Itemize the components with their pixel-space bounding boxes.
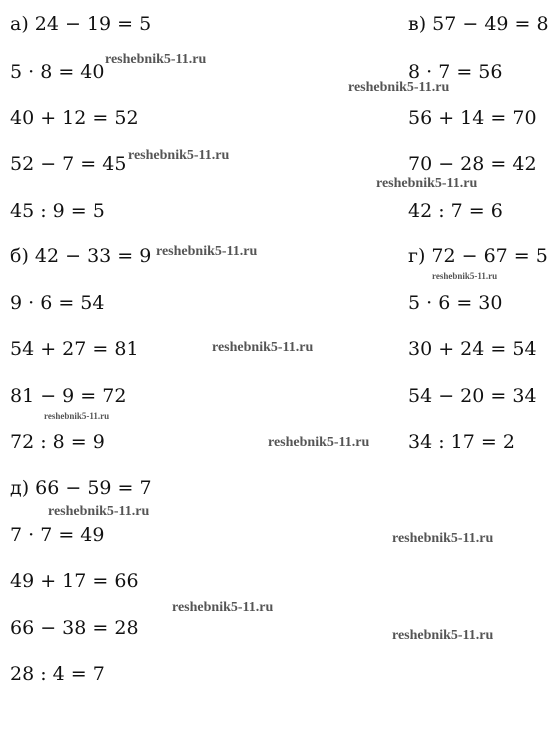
block-v-line-5: 42 : 7 = 6 [408,200,503,222]
block-d-line-5: 28 : 4 = 7 [10,663,105,685]
watermark: reshebnik5-11.ru [376,176,478,191]
watermark: reshebnik5-11.ru [348,80,450,95]
watermark: reshebnik5-11.ru [212,340,314,355]
watermark: reshebnik5-11.ru [392,531,494,546]
block-a-line-3: 40 + 12 = 52 [10,107,139,129]
block-b-line-5: 72 : 8 = 9 [10,431,105,453]
watermark: reshebnik5-11.ru [48,504,150,519]
block-g-line-2: 5 · 6 = 30 [408,292,503,314]
watermark: reshebnik5-11.ru [105,52,207,67]
block-d-line-4: 66 − 38 = 28 [10,617,139,639]
block-v-line-1: в) 57 − 49 = 8 [408,13,549,35]
block-a-line-2: 5 · 8 = 40 [10,61,105,83]
block-d-line-1: д) 66 − 59 = 7 [10,477,152,499]
watermark: reshebnik5-11.ru [432,271,498,281]
block-a-line-4: 52 − 7 = 45 [10,153,127,175]
watermark: reshebnik5-11.ru [392,628,494,643]
block-g-line-5: 34 : 17 = 2 [408,431,515,453]
block-a-line-1: а) 24 − 19 = 5 [10,13,152,35]
watermark: reshebnik5-11.ru [44,411,110,421]
watermark: reshebnik5-11.ru [172,600,274,615]
watermark: reshebnik5-11.ru [156,244,258,259]
block-v-line-4: 70 − 28 = 42 [408,153,537,175]
block-v-line-3: 56 + 14 = 70 [408,107,537,129]
block-b-line-3: 54 + 27 = 81 [10,338,139,360]
block-d-line-3: 49 + 17 = 66 [10,570,139,592]
watermark: reshebnik5-11.ru [128,148,230,163]
block-g-line-4: 54 − 20 = 34 [408,385,537,407]
block-g-line-1: г) 72 − 67 = 5 [408,245,548,267]
watermark: reshebnik5-11.ru [268,435,370,450]
block-v-line-2: 8 · 7 = 56 [408,61,503,83]
block-b-line-4: 81 − 9 = 72 [10,385,127,407]
block-b-line-1: б) 42 − 33 = 9 [10,245,152,267]
block-b-line-2: 9 · 6 = 54 [10,292,105,314]
block-d-line-2: 7 · 7 = 49 [10,524,105,546]
block-g-line-3: 30 + 24 = 54 [408,338,537,360]
block-a-line-5: 45 : 9 = 5 [10,200,105,222]
